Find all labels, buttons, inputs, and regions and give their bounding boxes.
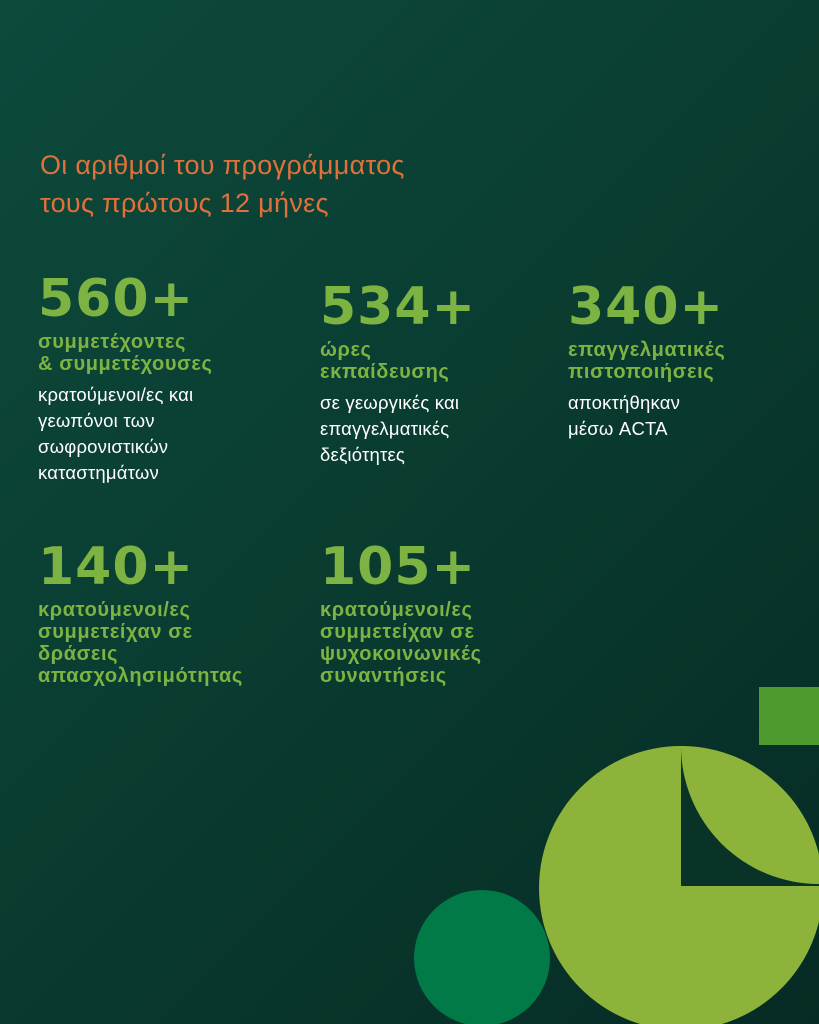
- stat-label: [320, 339, 476, 383]
- green-square-shape: [759, 687, 819, 745]
- page-title: [40, 146, 405, 222]
- stat-description-line: δεξιότητες: [320, 444, 406, 465]
- stat-label-line: εκπαίδευσης: [320, 361, 450, 383]
- stat-description-line: επαγγελματικές: [320, 418, 450, 439]
- stat-label-line: κρατούμενοι/ες: [320, 599, 473, 621]
- stat-description: [38, 382, 212, 486]
- stat-number: 340+: [568, 277, 725, 337]
- stat-label-line: & συμμετέχουσες: [38, 353, 213, 375]
- stat-number: 534+: [320, 277, 477, 337]
- stat-description-line: αποκτήθηκαν: [568, 392, 681, 413]
- stat-label: [320, 599, 482, 687]
- stat-label-line: επαγγελματικές: [568, 339, 726, 361]
- stat-participants: [38, 269, 213, 486]
- stat-number: 140+: [38, 537, 195, 597]
- stat-description: [568, 390, 725, 442]
- stat-label-line: απασχολησιμότητας: [38, 665, 243, 687]
- stat-description-line: κρατούμενοι/ες και: [38, 384, 194, 405]
- stat-certifications: [568, 277, 726, 442]
- stat-label: [568, 339, 725, 383]
- stat-description-line: σε γεωργικές και: [320, 392, 460, 413]
- title-line-1: Οι αριθμοί του προγράμματος: [40, 150, 405, 180]
- stat-description: [320, 390, 476, 468]
- stat-label-line: συμμετέχοντες: [38, 331, 186, 353]
- stat-label: [38, 331, 212, 375]
- stat-description-line: γεωπόνοι των: [38, 410, 155, 431]
- stat-label-line: πιστοποιήσεις: [568, 361, 715, 383]
- stat-label-line: κρατούμενοι/ες: [38, 599, 191, 621]
- stat-label-line: δράσεις: [38, 643, 119, 665]
- stat-label-line: συναντήσεις: [320, 665, 447, 687]
- stat-label-line: ψυχοκοινωνικές: [320, 643, 482, 665]
- decorative-shapes: [400, 680, 819, 1024]
- stat-description-line: μέσω ACTA: [568, 418, 668, 439]
- stat-training-hours: [320, 277, 477, 468]
- stat-number: 105+: [320, 537, 477, 597]
- stat-number: 560+: [38, 269, 195, 329]
- stat-psychosocial: [320, 537, 482, 687]
- stat-label: [38, 599, 243, 687]
- stat-description-line: καταστημάτων: [38, 462, 159, 483]
- stat-label-line: συμμετείχαν σε: [38, 621, 193, 643]
- stat-label-line: ώρες: [320, 339, 372, 361]
- stat-employability: [38, 537, 243, 687]
- stat-description-line: σωφρονιστικών: [38, 436, 169, 457]
- title-line-2: τους πρώτους 12 μήνες: [40, 188, 329, 218]
- green-circle-shape: [414, 890, 550, 1024]
- stat-label-line: συμμετείχαν σε: [320, 621, 475, 643]
